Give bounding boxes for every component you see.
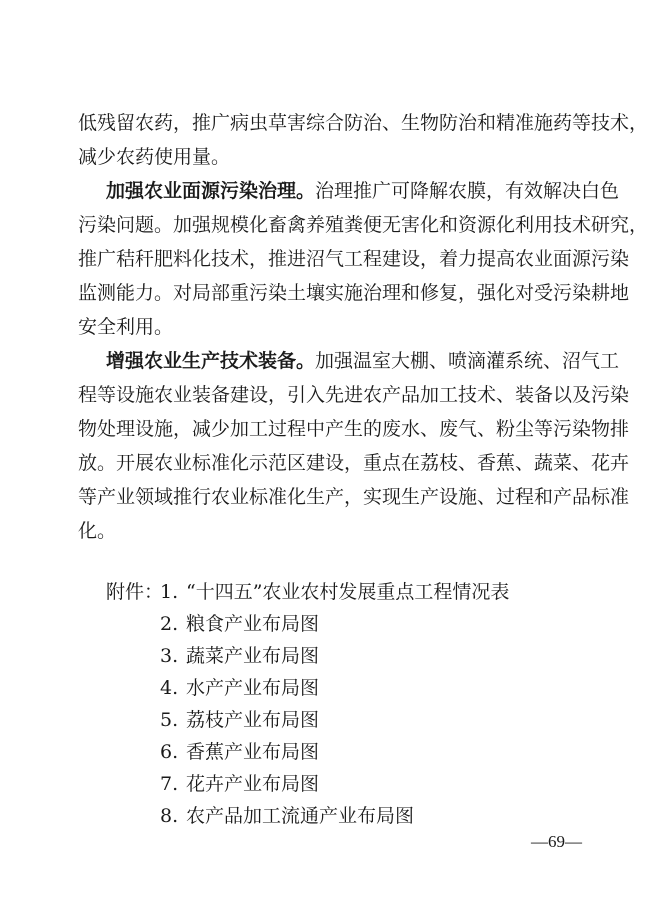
attachment-title: “十四五”农业农村发展重点工程情况表: [186, 581, 510, 603]
attachment-item: [106, 736, 546, 768]
body-text: [78, 106, 649, 548]
paragraph-text: 加强温室大棚、喷滴灌系统、沼气工: [315, 350, 620, 372]
attachment-title: 粮食产业布局图: [186, 613, 320, 635]
attachment-title: 蔬菜产业布局图: [186, 645, 320, 667]
attachment-item: [106, 640, 546, 672]
section-heading: 加强农业面源污染治理。: [106, 180, 316, 202]
attachment-number: 5.: [160, 709, 179, 731]
paragraph-line: 放。开展农业标准化示范区建设，重点在荔枝、香蕉、蔬菜、花卉: [78, 452, 630, 474]
attachment-item: [106, 672, 546, 704]
attachment-item: [106, 800, 546, 832]
attachment-title: 农产品加工流通产业布局图: [186, 805, 415, 827]
paragraph-line: 低残留农药，推广病虫草害综合防治、生物防治和精准施药等技术，: [78, 112, 649, 134]
paragraph-line: 推广秸秆肥料化技术，推进沼气工程建设，着力提高农业面源污染: [78, 248, 630, 270]
attachment-number: 8.: [160, 805, 179, 827]
paragraph-line: 安全利用。: [78, 316, 174, 338]
paragraph-line: [78, 174, 620, 208]
attachment-number: 3.: [160, 645, 179, 667]
attachment-item: [106, 576, 546, 608]
attachment-title: 香蕉产业布局图: [186, 741, 320, 763]
paragraph-line: 监测能力。对局部重污染土壤实施治理和修复，强化对受污染耕地: [78, 282, 630, 304]
paragraph-line: [78, 344, 620, 378]
attachment-number: 1.: [160, 581, 179, 603]
attachment-item: [106, 768, 546, 800]
paragraph-line: 化。: [78, 520, 117, 542]
attachment-number: 4.: [160, 677, 179, 699]
paragraph-line: 物处理设施，减少加工过程中产生的废水、废气、粉尘等污染物排: [78, 418, 630, 440]
page-number: —69—: [531, 832, 582, 851]
attachment-label: 附件：: [106, 581, 164, 603]
paragraph-line: 程等设施农业装备建设，引入先进农产品加工技术、装备以及污染: [78, 384, 630, 406]
attachment-number: 6.: [160, 741, 179, 763]
attachment-list: [106, 576, 546, 832]
attachment-number: 2.: [160, 613, 179, 635]
paragraph-text: 治理推广可降解农膜，有效解决白色: [315, 180, 620, 202]
attachment-title: 荔枝产业布局图: [186, 709, 320, 731]
section-heading: 增强农业生产技术装备。: [106, 350, 316, 372]
paragraph-line: 减少农药使用量。: [78, 146, 231, 168]
attachment-number: 7.: [160, 773, 179, 795]
attachment-item: [106, 608, 546, 640]
attachment-item: [106, 704, 546, 736]
attachment-title: 水产产业布局图: [186, 677, 320, 699]
attachment-title: 花卉产业布局图: [186, 773, 320, 795]
paragraph-line: 污染问题。加强规模化畜禽养殖粪便无害化和资源化利用技术研究，: [78, 214, 649, 236]
paragraph-line: 等产业领域推行农业标准化生产，实现生产设施、过程和产品标准: [78, 486, 630, 508]
